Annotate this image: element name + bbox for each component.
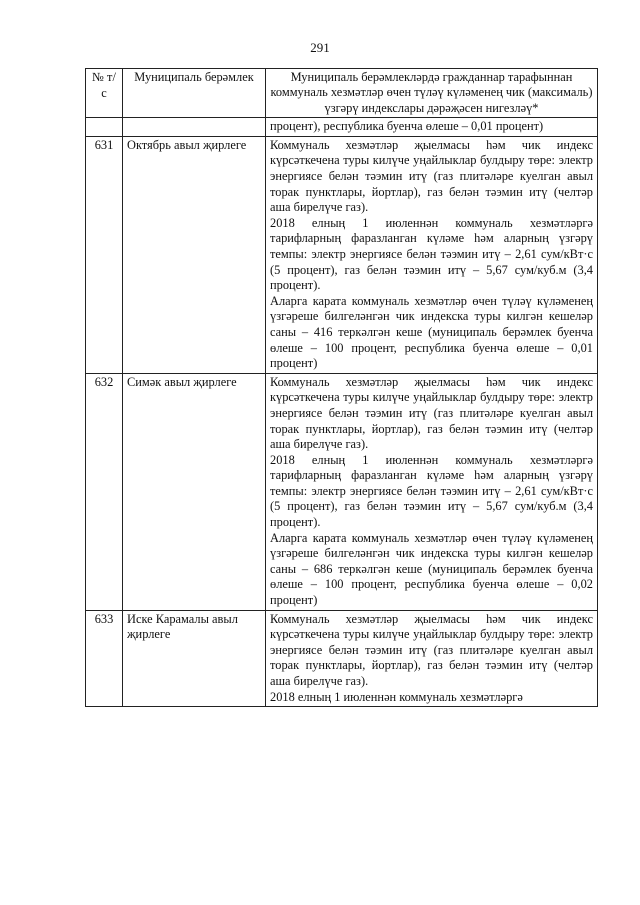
row-paragraph: 2018 елның 1 июленнән коммуналь хезмәтләргә xyxy=(270,689,523,704)
row-num: 631 xyxy=(86,136,123,373)
row-num: 632 xyxy=(86,373,123,610)
row-paragraph: Аларга карата коммуналь хезмәтләр өчен түләү күләменең үзгәреше билгеләнгән чик индекска туры килгән кешеләр саны – 686 теркәлгән кеше (муниципаль берәмлек буенча өлеше – 100 процент, республика буенча өлеше – 0,02 процент) xyxy=(270,530,593,608)
continuation-municipality xyxy=(123,118,266,137)
row-description xyxy=(266,373,598,610)
continuation-num xyxy=(86,118,123,137)
header-municipality: Муниципаль берәмлек xyxy=(123,69,266,118)
table-header-row xyxy=(86,69,598,118)
row-paragraph: 2018 елның 1 июленнән коммуналь хезмәтләргә тарифларның фаразланган күләме һәм аларның үзгәрү темпы: электр энергиясе белән тәэмин итү – 2,61 сум/кВт·с (5 процент), газ белән тәэмин итү – 5,67 сум/куб.м (3,4 процент). xyxy=(270,452,593,530)
row-paragraph: Коммуналь хезмәтләр җыелмасы һәм чик индекс күрсәткечена туры килүче уңайлыклар булдыру төре: электр энергиясе белән тәэмин итү (газ плитәләре куелган авыл торак пунктлары, йортлар), газ белән тәэмин итү (челтәр аша бирелүче газ). xyxy=(270,137,593,215)
row-paragraph: Аларга карата коммуналь хезмәтләр өчен түләү күләменең үзгәреше билгеләнгән чик индекска туры килгән кешеләр саны – 416 теркәлгән кеше (муниципаль берәмлек буенча өлеше – 100 процент, республика буенча өлеше – 0,01 процент) xyxy=(270,293,593,371)
table-row xyxy=(86,610,598,707)
row-municipality: Октябрь авыл җирлеге xyxy=(123,136,266,373)
header-description: Муниципаль берәмлекләрдә гражданнар тарафыннан коммуналь хезмәтләр өчен түләү күләменең чик (максималь) үзгәрү индекслары дәрәҗәсен нигезләү* xyxy=(266,69,598,118)
page-number: 291 xyxy=(310,40,330,55)
row-paragraph: Коммуналь хезмәтләр җыелмасы һәм чик индекс күрсәткечена туры килүче уңайлыклар булдыру төре: электр энергиясе белән тәэмин итү (газ плитәләре куелган авыл торак пунктлары, йортлар), газ белән тәэмин итү (челтәр аша бирелүче газ). xyxy=(270,374,593,452)
municipal-index-table xyxy=(85,68,598,707)
row-paragraph: 2018 елның 1 июленнән коммуналь хезмәтләргә тарифларның фаразланган күләме һәм аларның үзгәрү темпы: электр энергиясе белән тәэмин итү – 2,61 сум/кВт·с (5 процент), газ белән тәэмин итү – 5,67 сум/куб.м (3,4 процент). xyxy=(270,215,593,293)
row-description xyxy=(266,610,598,707)
row-municipality: Симәк авыл җирлеге xyxy=(123,373,266,610)
continuation-text: процент), республика буенча өлеше – 0,01 процент) xyxy=(270,119,544,134)
table-row xyxy=(86,136,598,373)
row-description xyxy=(266,136,598,373)
row-paragraph: Коммуналь хезмәтләр җыелмасы һәм чик индекс күрсәткечена туры килүче уңайлыклар булдыру төре: электр энергиясе белән тәэмин итү (газ плитәләре куелган авыл торак пунктлары, йортлар), газ белән тәэмин итү (челтәр аша бирелүче газ). xyxy=(270,611,593,688)
header-num: № т/с xyxy=(86,69,123,118)
continuation-row xyxy=(86,118,598,137)
table-row xyxy=(86,373,598,610)
row-municipality: Иске Карамалы авыл җирлеге xyxy=(123,610,266,707)
row-num: 633 xyxy=(86,610,123,707)
